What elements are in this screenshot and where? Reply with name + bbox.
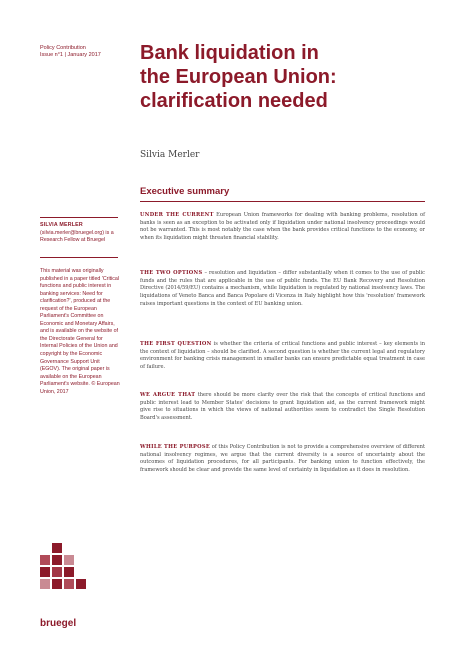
paragraph-lead: WE ARGUE THAT (140, 392, 196, 398)
paragraph-lead: WHILE THE PURPOSE (140, 444, 211, 450)
series-name: Policy Contribution (40, 45, 86, 51)
sidebar-note: This material was originally published in a paper titled 'Critical functions and public interest in banking services: Need for clarification?', produced at the request of the European Parliament's Committee on Economic and Monetary Affairs, and is available on the website of the Directorate General for Internal Policies of the Union and copyright by the Economic Governance Support Unit (EGOV). The original paper is available on the European Parliament's website. © European Union, 2017 (40, 268, 120, 395)
title-line-2: the European Union: (140, 66, 337, 88)
sidebar-divider-mid (40, 257, 118, 258)
paragraph-lead: THE TWO OPTIONS (140, 270, 203, 276)
title-line-3: clarification needed (140, 90, 328, 112)
summary-paragraph (140, 212, 425, 243)
summary-paragraph (140, 392, 425, 423)
logo-wordmark: bruegel (40, 618, 77, 629)
sidebar-author-name: SILVIA MERLER (40, 222, 83, 228)
summary-paragraph (140, 270, 425, 309)
section-divider (140, 201, 425, 202)
paragraph-text: is whether the criteria of critical functions and public interest – key elements in the context of liquidation – should be clarified. A second question is whether the current legal and regulatory environment for banking crisis management in smaller banks can ensure predictable equal treatment in case of failure. (140, 341, 426, 371)
sidebar-divider-top (40, 217, 118, 218)
paragraph-lead: UNDER THE CURRENT (140, 212, 214, 218)
title-line-1: Bank liquidation in (140, 42, 319, 64)
summary-paragraph (140, 341, 425, 372)
author-name: Silvia Merler (140, 150, 200, 160)
paragraph-text: of this Policy Contribution is not to provide a comprehensive overview of different national insolvency regimes, we argue that the current diversity is a source of uncertainty about the outcomes of liquidation procedures, for all participants. For banking union to function effectively, the framework should be clear and provide the same level of certainty in liquidation as it does in resolution. (140, 444, 425, 474)
paragraph-lead: THE FIRST QUESTION (140, 341, 212, 347)
paragraph-text: there should be more clarity over the risk that the concepts of critical functions and public interest lead to Member States' decisions to grant liquidation aid, as the current framework might give rise to situations in which the views of national authorities seem to contradict the Single Resolution Board's assessment. (140, 392, 425, 422)
sidebar-author-details: (silvia.merler@bruegel.org) is a Research Fellow at Bruegel (40, 229, 114, 243)
section-title: Executive summary (140, 186, 230, 197)
paragraph-text: European Union frameworks for dealing with banking problems, resolution of banks is seen as an exception to be activated only if liquidation under national insolvency proceedings would not be warranted. This is most notably the case when the bank provides critical functions to the economy, or when its liquidation might threaten financial stability. (140, 212, 425, 242)
publication-series (40, 45, 120, 59)
sidebar-author-bio (40, 222, 120, 245)
paragraph-text: – resolution and liquidation – differ substantially when it comes to the use of public funds and the rules that are applicable in the use of public funds. The EU Bank Recovery and Resolution Directive (2014/59/EU) contains a mechanism, while liquidation is regulated by national insolvency laws. The liquidations of Veneto Banca and Banca Popolare di Vicenza in Italy highlight how this 'resolution' framework raises important questions in the context of EU banking union. (140, 270, 425, 307)
page-title (140, 41, 440, 113)
issue-date: Issue n°1 | January 2017 (40, 52, 101, 58)
summary-paragraph (140, 444, 425, 475)
